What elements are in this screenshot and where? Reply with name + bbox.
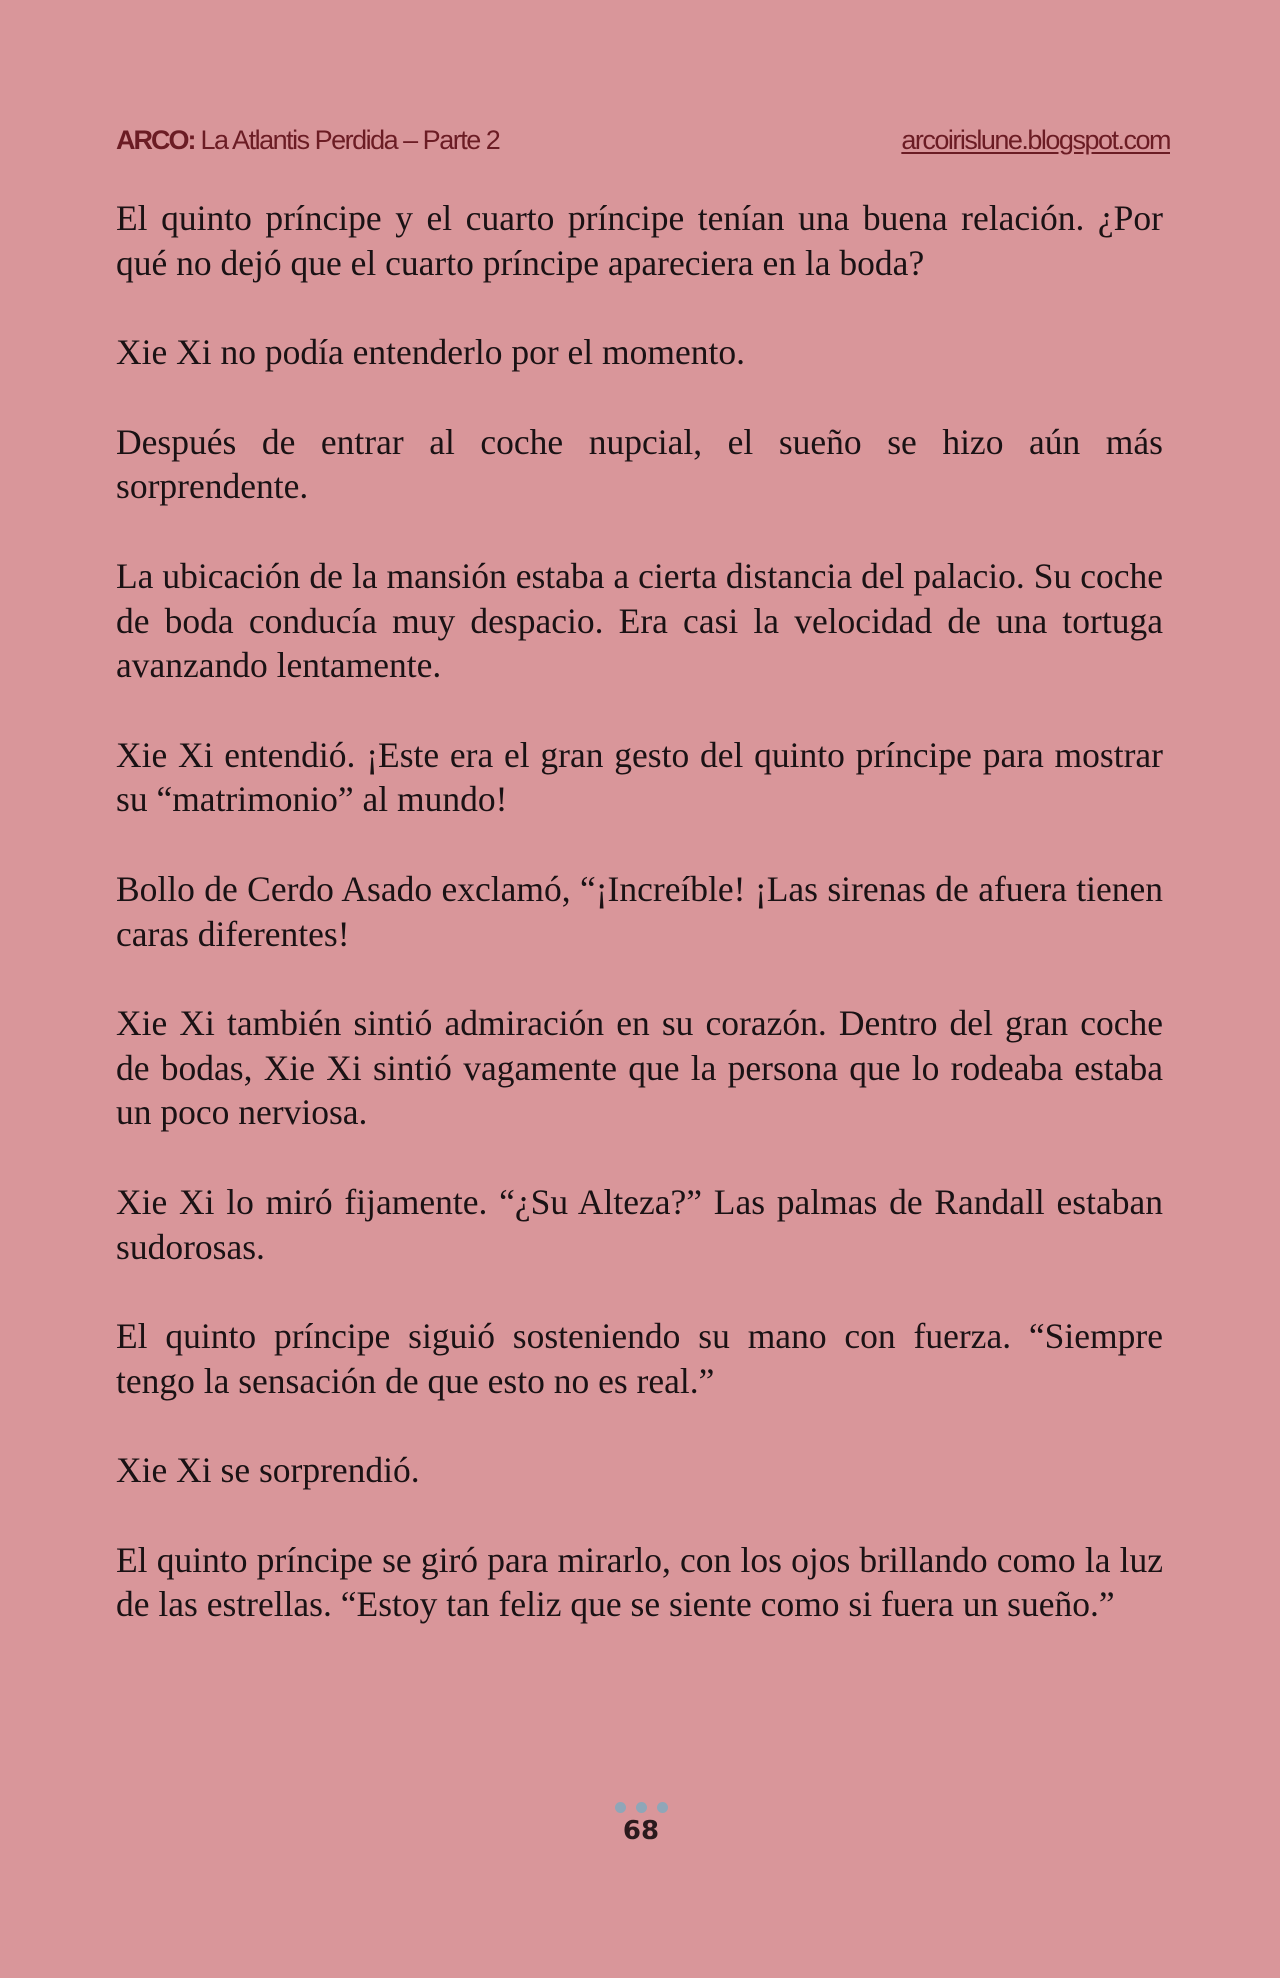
dot-icon (657, 1802, 668, 1813)
paragraph: Xie Xi lo miró fijamente. “¿Su Alteza?” Las palmas de Randall estaban sudorosas. (116, 1181, 1163, 1267)
paragraph: El quinto príncipe siguió sosteniendo su mano con fuerza. “Siempre tengo la sensación de que esto no es real.” (116, 1316, 1163, 1401)
series-name: ARCO: (116, 124, 195, 155)
book-title (116, 125, 499, 156)
paragraph: Xie Xi no podía entenderlo por el momento. (116, 332, 745, 373)
page-number: 68 (622, 1816, 660, 1846)
ellipsis-dots-icon (2, 1802, 1280, 1814)
paragraph: Xie Xi se sorprendió. (116, 1450, 420, 1491)
book-subtitle: La Atlantis Perdida – Parte 2 (200, 124, 500, 155)
dot-icon (615, 1802, 626, 1813)
paragraph: Bollo de Cerdo Asado exclamó, “¡Increíble! ¡Las sirenas de afuera tienen caras diferentes! (116, 868, 1163, 954)
paragraph: La ubicación de la mansión estaba a cierta distancia del palacio. Su coche de boda conducía muy despacio. Era casi la velocidad de una tortuga avanzando lentamente. (116, 555, 1163, 686)
paragraph: Xie Xi también sintió admiración en su corazón. Dentro del gran coche de bodas, Xie Xi sintió vagamente que la persona que lo rodeaba estaba un poco nerviosa. (116, 1003, 1163, 1133)
paragraph: El quinto príncipe se giró para mirarlo, con los ojos brillando como la luz de las estrellas. “Estoy tan feliz que se siente como si fuera un sueño.” (116, 1539, 1163, 1625)
page-header (116, 120, 1170, 160)
blog-url[interactable]: arcoirislune.blogspot.com (901, 124, 1170, 155)
page-footer (0, 1802, 1280, 1846)
paragraph: Xie Xi entendió. ¡Este era el gran gesto del quinto príncipe para mostrar su “matrimonio” al mundo! (116, 734, 1163, 820)
dot-icon (636, 1802, 647, 1813)
paragraph: Después de entrar al coche nupcial, el sueño se hizo aún más sorprendente. (116, 421, 1163, 507)
chapter-body (116, 196, 1163, 1672)
paragraph: El quinto príncipe y el cuarto príncipe tenían una buena relación. ¿Por qué no dejó que el cuarto príncipe apareciera en la boda? (116, 198, 1163, 283)
